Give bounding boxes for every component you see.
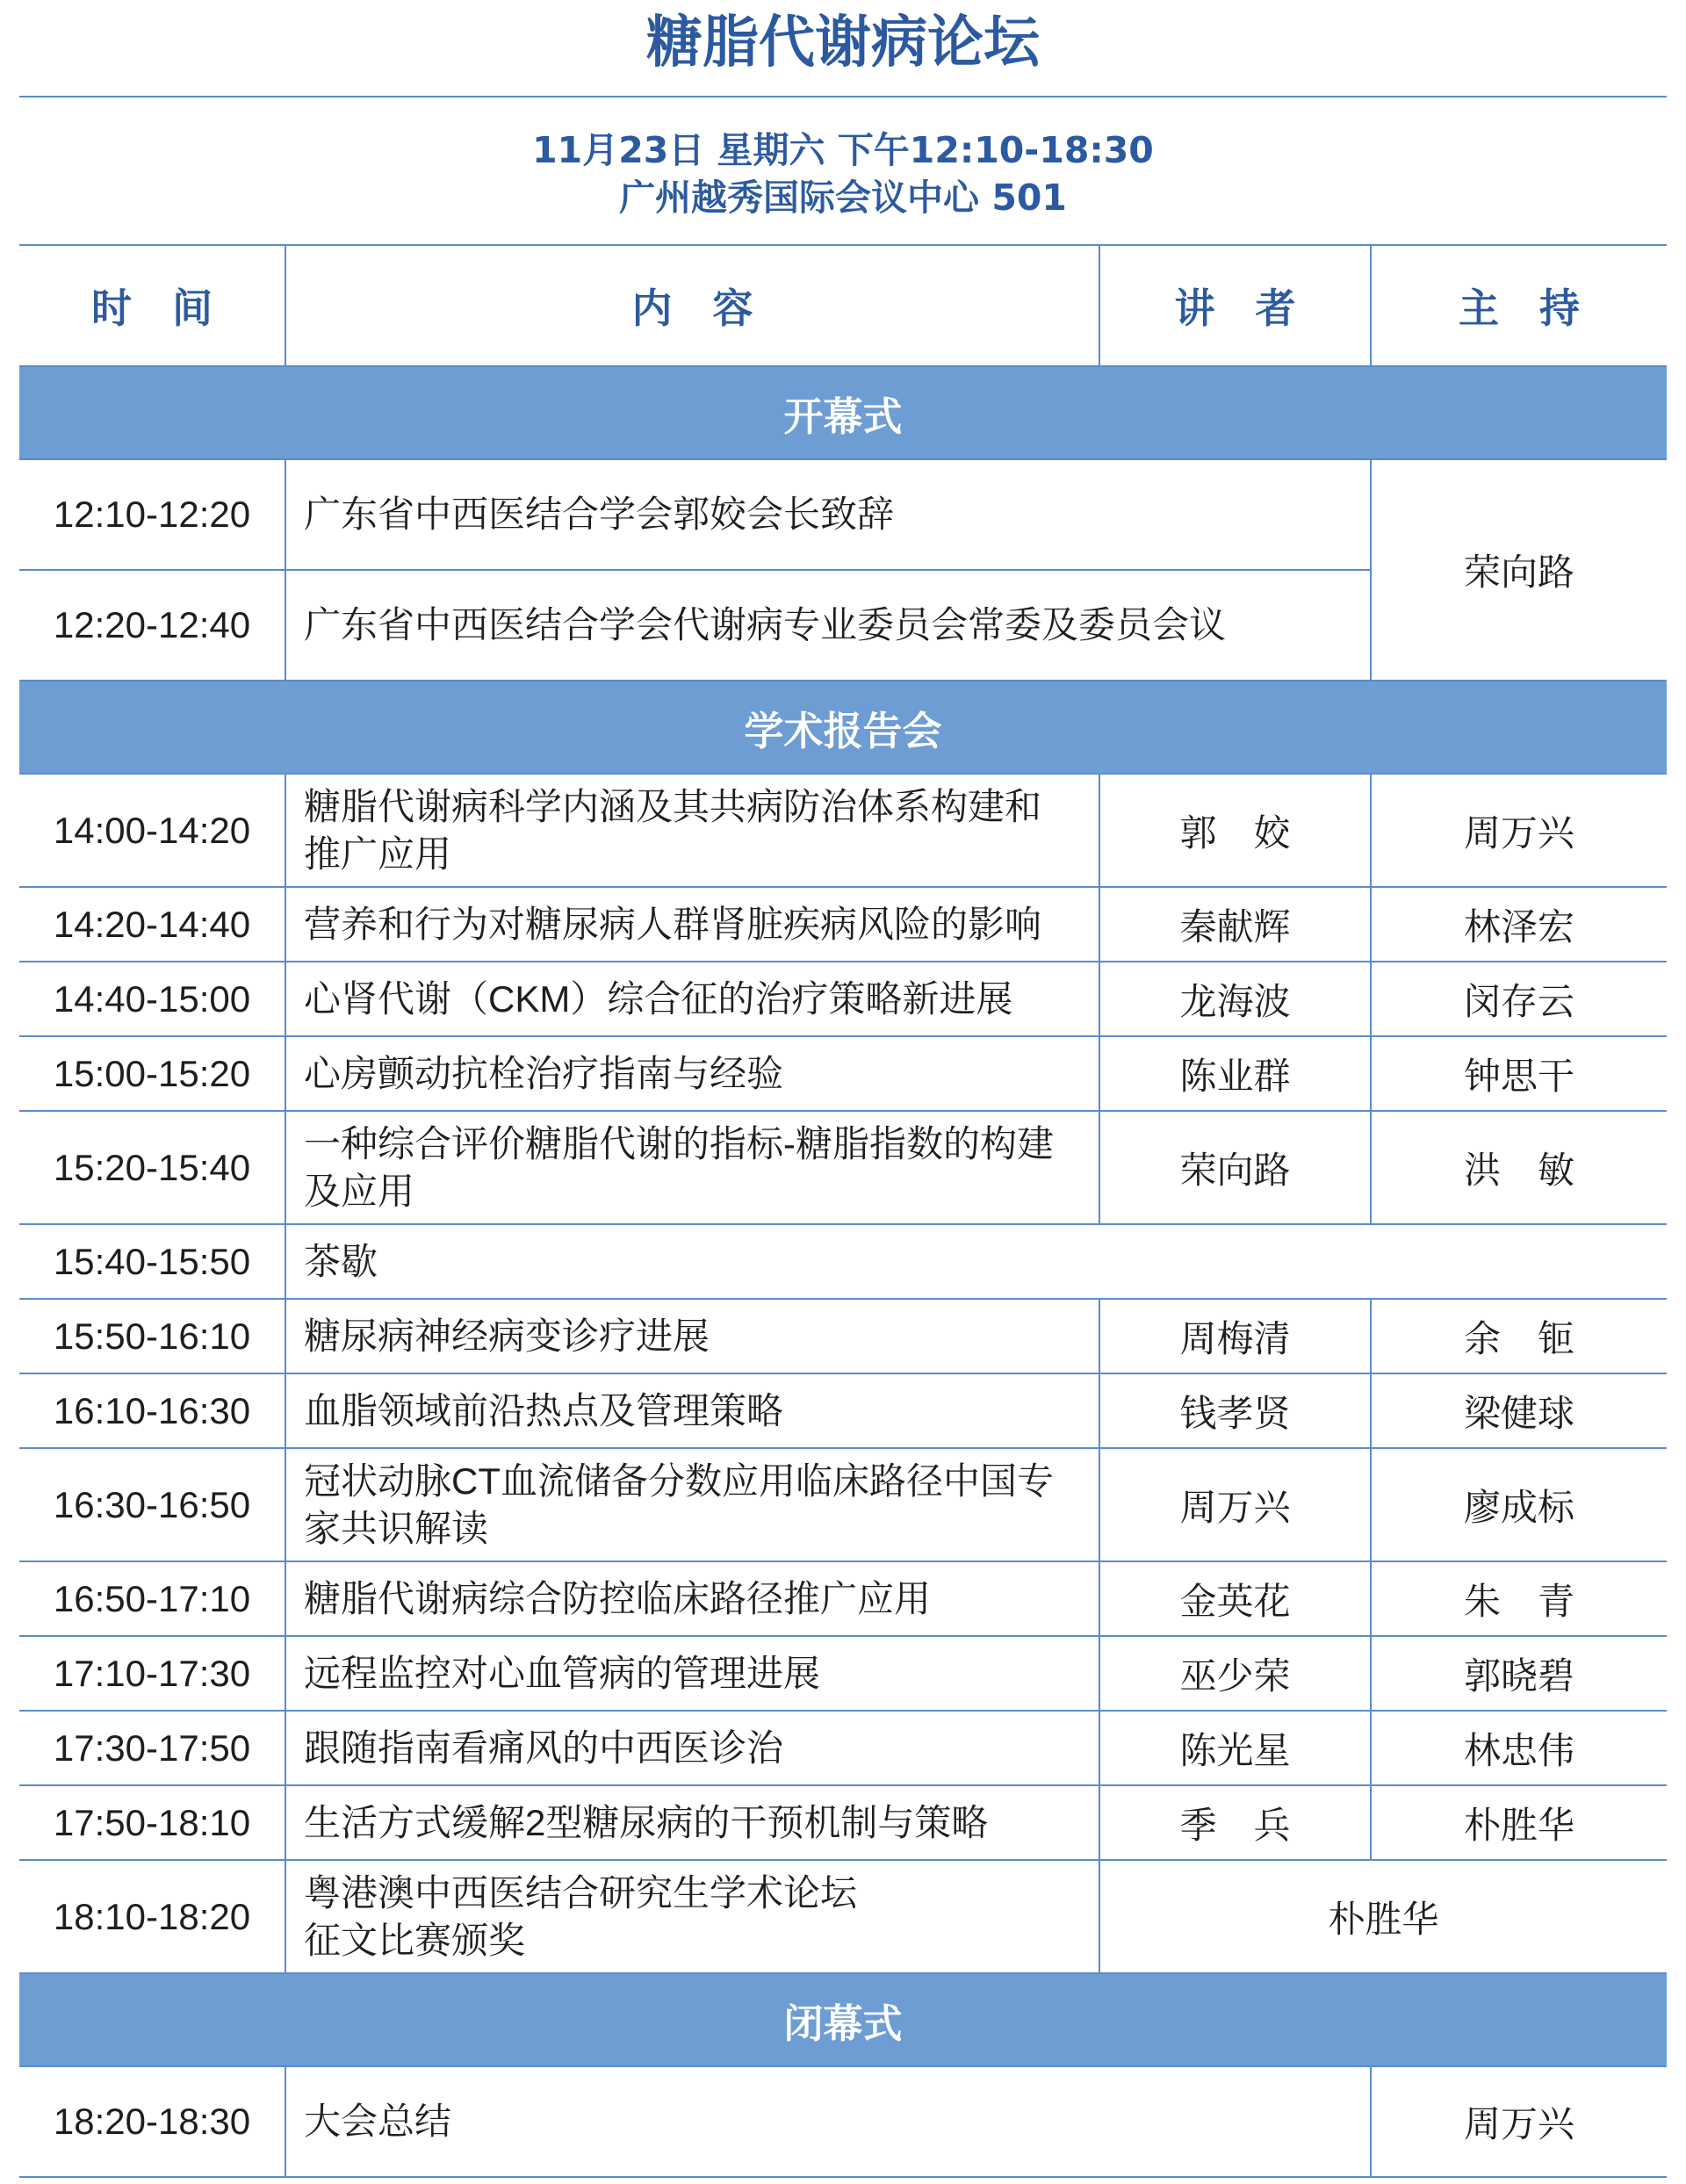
table-row — [19, 2066, 1667, 2177]
speaker-cell: 周梅清 — [1099, 1299, 1371, 1373]
time-cell: 12:10-12:20 — [19, 459, 285, 570]
time-cell: 15:20-15:40 — [19, 1111, 285, 1224]
header-content: 内 容 — [285, 245, 1099, 366]
time-cell: 18:10-18:20 — [19, 1860, 285, 1973]
content-line: 一种综合评价糖脂代谢的指标-糖脂指数的构建 — [304, 1122, 1054, 1164]
content-cell — [285, 1111, 1099, 1224]
content-line: 家共识解读 — [304, 1507, 489, 1549]
table-row — [19, 1636, 1667, 1711]
content-line: 及应用 — [304, 1170, 415, 1212]
table-row — [19, 774, 1667, 887]
content-cell — [285, 570, 1371, 681]
content-cell — [285, 1860, 1099, 1973]
content-cell — [285, 1448, 1099, 1561]
speaker-cell: 郭 姣 — [1099, 774, 1371, 887]
content-cell — [285, 2066, 1371, 2177]
speaker-cell: 巫少荣 — [1099, 1636, 1371, 1711]
speaker-cell: 金英花 — [1099, 1561, 1371, 1636]
time-cell: 16:50-17:10 — [19, 1561, 285, 1636]
content-line: 远程监控对心血管病的管理进展 — [304, 1652, 821, 1694]
speaker-cell: 陈光星 — [1099, 1711, 1371, 1785]
speaker-cell: 季 兵 — [1099, 1785, 1371, 1860]
content-line: 生活方式缓解2型糖尿病的干预机制与策略 — [304, 1801, 989, 1843]
content-cell — [285, 887, 1099, 962]
content-cell — [285, 1299, 1099, 1373]
time-cell: 14:40-15:00 — [19, 962, 285, 1036]
content-line: 心肾代谢（CKM）综合征的治疗策略新进展 — [304, 977, 1013, 1020]
section-row-opening — [19, 366, 1667, 459]
section-title: 学术报告会 — [19, 681, 1667, 774]
host-cell: 钟思干 — [1371, 1036, 1667, 1111]
content-line: 广东省中西医结合学会郭姣会长致辞 — [304, 494, 895, 535]
table-row — [19, 1373, 1667, 1448]
time-cell: 17:10-17:30 — [19, 1636, 285, 1711]
table-row — [19, 962, 1667, 1036]
time-cell: 18:20-18:30 — [19, 2066, 285, 2177]
table-row — [19, 1785, 1667, 1860]
section-title: 闭幕式 — [19, 1973, 1667, 2066]
host-cell: 荣向路 — [1371, 459, 1667, 681]
section-row-closing — [19, 1973, 1667, 2066]
table-row — [19, 1860, 1667, 1973]
header-host: 主 持 — [1371, 245, 1667, 366]
table-row — [19, 1299, 1667, 1373]
speaker-cell: 荣向路 — [1099, 1111, 1371, 1224]
section-title: 开幕式 — [19, 366, 1667, 459]
content-line: 广东省中西医结合学会代谢病专业委员会常委及委员会议 — [304, 604, 1227, 645]
content-line: 粤港澳中西医结合研究生学术论坛 — [304, 1871, 858, 1914]
content-cell — [285, 1636, 1099, 1711]
table-row — [19, 459, 1667, 570]
host-cell: 朱 青 — [1371, 1561, 1667, 1636]
host-cell: 朴胜华 — [1371, 1785, 1667, 1860]
host-cell: 余 钷 — [1371, 1299, 1667, 1373]
time-cell: 16:10-16:30 — [19, 1373, 285, 1448]
schedule-table — [19, 244, 1667, 2178]
table-row-break — [19, 1224, 1667, 1299]
time-cell: 17:50-18:10 — [19, 1785, 285, 1860]
speaker-cell: 龙海波 — [1099, 962, 1371, 1036]
host-cell: 林泽宏 — [1371, 887, 1667, 962]
time-cell: 14:20-14:40 — [19, 887, 285, 962]
content-line: 糖脂代谢病科学内涵及其共病防治体系构建和 — [304, 785, 1042, 827]
content-line: 大会总结 — [304, 2101, 452, 2142]
content-line: 心房颤动抗栓治疗指南与经验 — [304, 1052, 784, 1094]
event-date-time: 11月23日 星期六 下午12:10-18:30 — [532, 129, 1154, 171]
time-cell: 17:30-17:50 — [19, 1711, 285, 1785]
content-line: 营养和行为对糖尿病人群肾脏疾病风险的影响 — [304, 903, 1042, 945]
content-cell — [285, 1785, 1099, 1860]
content-line: 跟随指南看痛风的中西医诊治 — [304, 1726, 784, 1769]
time-cell: 15:40-15:50 — [19, 1224, 285, 1299]
title-divider — [19, 96, 1667, 97]
content-line: 冠状动脉CT血流储备分数应用临床路径中国专 — [304, 1460, 1054, 1502]
table-row — [19, 1111, 1667, 1224]
content-line: 茶歇 — [304, 1240, 378, 1282]
host-cell: 周万兴 — [1371, 774, 1667, 887]
content-line: 糖脂代谢病综合防控临床路径推广应用 — [304, 1577, 932, 1619]
time-cell: 15:00-15:20 — [19, 1036, 285, 1111]
section-row-academic — [19, 681, 1667, 774]
time-cell: 15:50-16:10 — [19, 1299, 285, 1373]
content-line: 糖尿病神经病变诊疗进展 — [304, 1315, 710, 1357]
time-cell: 14:00-14:20 — [19, 774, 285, 887]
table-row — [19, 1711, 1667, 1785]
content-cell — [285, 1224, 1667, 1299]
host-cell: 林忠伟 — [1371, 1711, 1667, 1785]
host-cell: 郭晓碧 — [1371, 1636, 1667, 1711]
content-cell — [285, 459, 1371, 570]
host-cell: 周万兴 — [1371, 2066, 1667, 2177]
content-cell — [285, 774, 1099, 887]
content-line: 征文比赛颁奖 — [304, 1919, 526, 1961]
header-time: 时 间 — [19, 245, 285, 366]
table-row — [19, 1036, 1667, 1111]
table-header-row — [19, 245, 1667, 366]
host-cell: 洪 敏 — [1371, 1111, 1667, 1224]
time-cell: 12:20-12:40 — [19, 570, 285, 681]
header-speaker: 讲 者 — [1099, 245, 1371, 366]
table-row — [19, 887, 1667, 962]
time-cell: 16:30-16:50 — [19, 1448, 285, 1561]
table-row — [19, 1561, 1667, 1636]
content-line: 推广应用 — [304, 833, 452, 875]
speaker-cell: 陈业群 — [1099, 1036, 1371, 1111]
content-cell — [285, 1036, 1099, 1111]
host-cell: 梁健球 — [1371, 1373, 1667, 1448]
host-cell: 廖成标 — [1371, 1448, 1667, 1561]
speaker-cell: 周万兴 — [1099, 1448, 1371, 1561]
speaker-cell: 钱孝贤 — [1099, 1373, 1371, 1448]
speaker-cell: 秦献辉 — [1099, 887, 1371, 962]
content-cell — [285, 1373, 1099, 1448]
forum-title: 糖脂代谢病论坛 — [646, 11, 1040, 76]
content-cell — [285, 962, 1099, 1036]
content-line: 血脂领域前沿热点及管理策略 — [304, 1389, 784, 1431]
content-cell — [285, 1561, 1099, 1636]
host-cell: 闵存云 — [1371, 962, 1667, 1036]
content-cell — [285, 1711, 1099, 1785]
speaker-host-cell: 朴胜华 — [1099, 1860, 1667, 1973]
event-venue: 广州越秀国际会议中心 501 — [619, 177, 1067, 219]
table-row — [19, 1448, 1667, 1561]
